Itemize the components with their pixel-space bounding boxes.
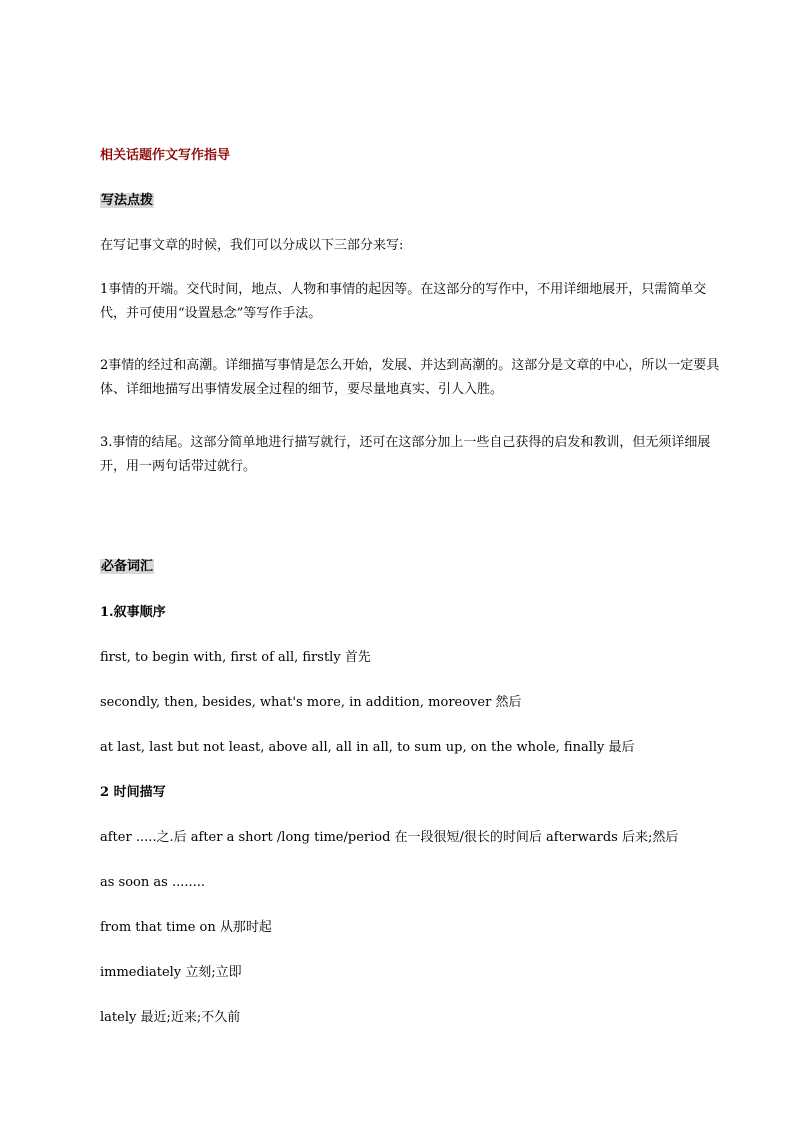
subheading-time-description: 2 时间描写 — [100, 785, 166, 800]
point-3-paragraph: 3.事情的结尾。这部分简单地进行描写就行，还可在这部分加上一些自己获得的启发和教训，但无须详细展开，用一两句话带过就行。 — [100, 435, 711, 474]
section-heading-text: 必备词汇 — [101, 559, 154, 574]
vocab-line: secondly, then, besides, what's more, in addition, moreover 然后 — [100, 695, 522, 710]
vocab-line: immediately 立刻;立即 — [100, 965, 242, 980]
section-heading-writing-tips — [100, 192, 154, 210]
document-title: 相关话题作文写作指导 — [100, 148, 231, 163]
vocab-line: from that time on 从那时起 — [100, 920, 272, 935]
vocab-line: after .....之.后 after a short /long time/period 在一段很短/很长的时间后 afterwards 后来;然后 — [100, 830, 679, 845]
vocab-line: as soon as ........ — [100, 875, 205, 890]
section-heading-text: 写法点拨 — [101, 193, 154, 208]
vocab-line: first, to begin with, first of all, firstly 首先 — [100, 650, 371, 665]
point-2-paragraph: 2事情的经过和高潮。详细描写事情是怎么开始，发展、并达到高潮的。这部分是文章的中心，所以一定要具体、详细地描写出事情发展全过程的细节，要尽量地真实、引人入胜。 — [100, 358, 720, 397]
section-heading-vocabulary — [100, 558, 154, 576]
point-1-paragraph: 1事情的开端。交代时间，地点、人物和事情的起因等。在这部分的写作中，不用详细地展开，只需简单交代，并可使用“设置悬念”等写作手法。 — [100, 282, 707, 321]
subheading-narrative-order: 1.叙事顺序 — [100, 605, 166, 620]
vocab-line: at last, last but not least, above all, all in all, to sum up, on the whole, finally 最后 — [100, 740, 635, 755]
intro-paragraph: 在写记事文章的时候，我们可以分成以下三部分来写: — [100, 238, 404, 253]
vocab-line: lately 最近;近来;不久前 — [100, 1010, 241, 1025]
